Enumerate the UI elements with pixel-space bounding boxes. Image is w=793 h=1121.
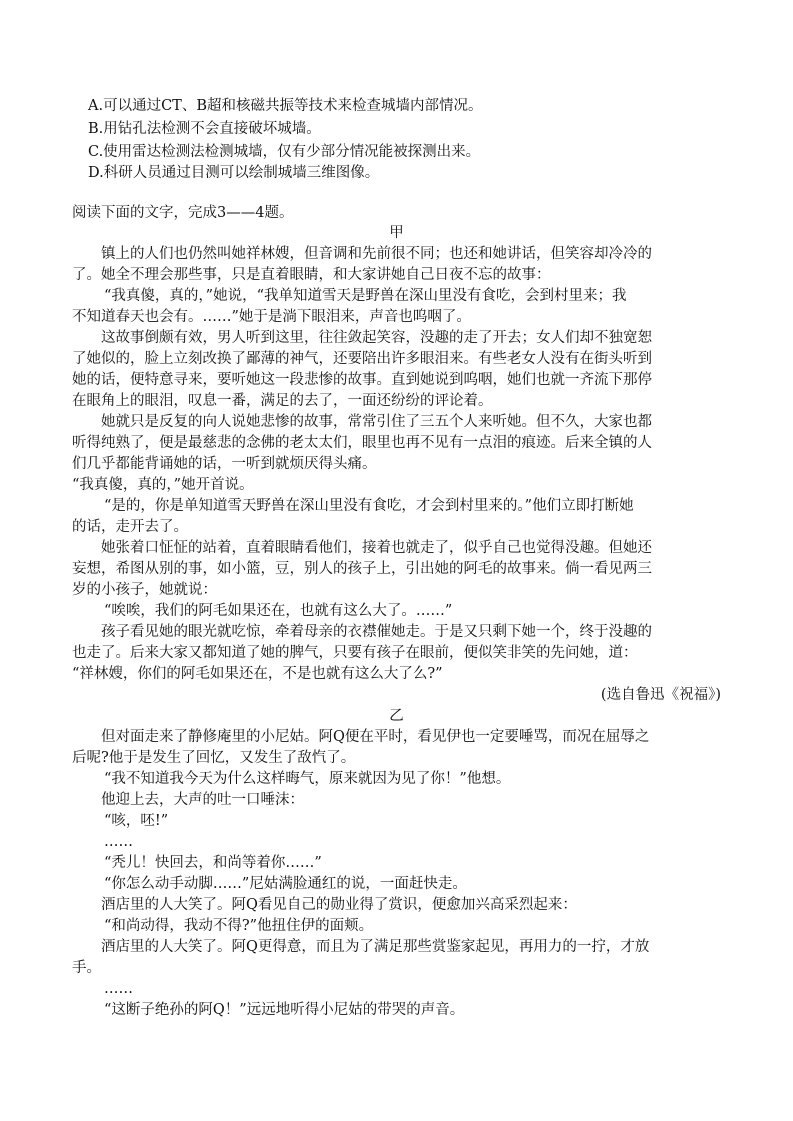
reading-instruction: 阅读下面的文字，完成3——4题。: [72, 205, 294, 221]
passage-a-source: (选自鲁迅《祝福》): [600, 687, 721, 703]
passage-a-line: 她张着口怔怔的站着，直着眼睛看他们，接着也就走了，似乎自己也觉得没趣。但她还: [101, 540, 652, 556]
passage-b-line: “你怎么动手动脚……”尼姑满脸通红的说，一面赶快走。: [104, 876, 467, 892]
passage-b-line: ……: [104, 834, 133, 850]
passage-a-line: 的话，走开去了。: [72, 519, 188, 535]
passage-a-line: 妄想，希图从别的事，如小篮，豆，别人的孩子上，引出她的阿毛的故事来。倘一看见两三: [72, 561, 652, 577]
passage-a-line: 了。她全不理会那些事，只是直着眼睛，和大家讲她自己日夜不忘的故事：: [72, 267, 551, 283]
passage-a-line: 不知道春天也会有。……”她于是淌下眼泪来，声音也呜咽了。: [72, 309, 471, 325]
passage-b-line: “这断子绝孙的阿Q！”远远地听得小尼姑的带哭的声音。: [104, 1002, 465, 1018]
option-a: A.可以通过CT、B超和核磁共振等技术来检查城墙内部情况。: [88, 98, 483, 114]
passage-b-line: 手。: [72, 960, 101, 976]
option-b: B.用钻孔法检测不会直接破坏城墙。: [88, 121, 321, 137]
passage-a-line: “祥林嫂，你们的阿毛如果还在，不是也就有这么大了么?”: [72, 666, 443, 682]
option-c: C.使用雷达检测法检测城墙，仅有少部分情况能被探测出来。: [88, 144, 481, 160]
passage-a-line: “我真傻，真的，”她说，“我单知道雪天是野兽在深山里没有食吃，会到村里来；我: [104, 288, 627, 304]
passage-a-line: 她的话，便特意寻来，要听她这一段悲惨的故事。直到她说到呜咽，她们也就一齐流下那停: [72, 372, 652, 388]
passage-b-line: 他迎上去，大声的吐一口唾沫：: [101, 792, 304, 808]
passage-b-heading: 乙: [389, 708, 404, 724]
passage-a-line: 们几乎都能背诵她的话，一听到就烦厌得头痛。: [72, 456, 377, 472]
passage-a-line: “是的，你是单知道雪天野兽在深山里没有食吃，才会到村里来的。”他们立即打断她: [104, 498, 634, 514]
passage-b-line: ……: [104, 981, 133, 997]
passage-a-line: 孩子看见她的眼光就吃惊，牵着母亲的衣襟催她走。于是又只剩下她一个，终于没趣的: [101, 624, 652, 640]
passage-b-line: 酒店里的人大笑了。阿Q更得意，而且为了满足那些赏鉴家起见，再用力的一拧，才放: [101, 939, 650, 955]
passage-a-line: 岁的小孩子，她就说：: [72, 582, 217, 598]
passage-a-line: “我真傻，真的，”她开首说。: [72, 477, 254, 493]
passage-a-line: 在眼角上的眼泪，叹息一番，满足的去了，一面还纷纷的评论着。: [72, 393, 493, 409]
passage-a-line: 也走了。后来大家又都知道了她的脾气，只要有孩子在眼前，便似笑非笑的先问她，道：: [72, 645, 638, 661]
passage-a-line: 这故事倒颇有效，男人听到这里，往往敛起笑容，没趣的走了开去；女人们却不独宽恕: [101, 330, 652, 346]
passage-a-line: 她就只是反复的向人说她悲惨的故事，常常引住了三五个人来听她。但不久，大家也都: [101, 414, 652, 430]
option-d: D.科研人员通过目测可以绘制城墙三维图像。: [88, 165, 380, 181]
passage-a-line: “唉唉，我们的阿毛如果还在，也就有这么大了。……”: [104, 603, 453, 619]
passage-b-line: 但对面走来了静修庵里的小尼姑。阿Q便在平时，看见伊也一定要唾骂，而况在屈辱之: [101, 729, 650, 745]
passage-a-line: 了她似的，脸上立刻改换了鄙薄的神气，还要陪出许多眼泪来。有些老女人没有在街头听到: [72, 351, 652, 367]
passage-b-line: “咳，呸!”: [104, 813, 169, 829]
passage-b-line: “我不知道我今天为什么这样晦气，原来就因为见了你！”他想。: [104, 771, 511, 787]
passage-a-line: 镇上的人们也仍然叫她祥林嫂，但音调和先前很不同；也还和她讲话，但笑容却冷冷的: [101, 246, 652, 262]
passage-b-line: 酒店里的人大笑了。阿Q看见自己的勋业得了赏识，便愈加兴高采烈起来：: [101, 897, 577, 913]
passage-a-heading: 甲: [389, 225, 404, 241]
passage-b-line: “秃儿！快回去，和尚等着你……”: [104, 855, 322, 871]
passage-b-line: 后呢?他于是发生了回忆，又发生了敌忾了。: [72, 750, 356, 766]
passage-a-line: 听得纯熟了，便是最慈悲的念佛的老太太们，眼里也再不见有一点泪的痕迹。后来全镇的人: [72, 435, 652, 451]
passage-b-line: “和尚动得，我动不得?”他扭住伊的面颊。: [104, 918, 374, 934]
